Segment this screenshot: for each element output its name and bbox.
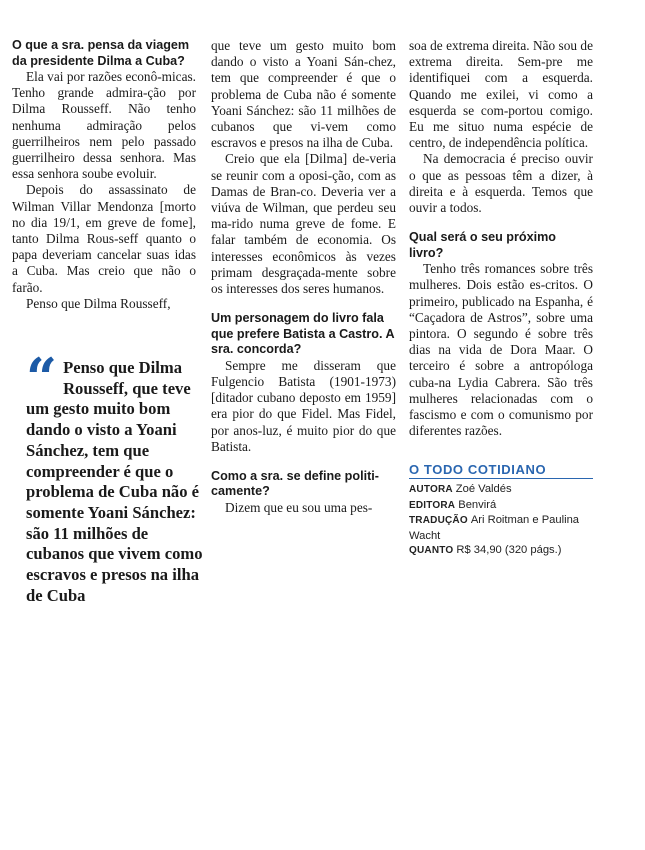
answer-paragraph: Dizem que eu sou uma pes- xyxy=(225,499,373,515)
quote-mark-icon: “ xyxy=(26,346,58,410)
column-2 xyxy=(211,38,396,516)
answer-paragraph: que teve um gesto muito bom dando o visto a Yoani Sán-chez, tem que compreender é que o problema de Cuba não é somente Yoani Sánchez: são 11 milhões de cubanos que vi-vem como escravos e presos na ilha de Cuba. xyxy=(211,38,396,151)
interview-question: O que a sra. pensa da viagem da presidente Dilma a Cuba? xyxy=(12,38,190,68)
book-info-box xyxy=(409,462,593,559)
answer-paragraph: Tenho três romances sobre três mulheres. Dois estão es-critos. O primeiro, publicado na Espanha, é “Caçadora de Astros”, sobre uma pintora. O segundo é sobre três dias na vida de Dora Maar. O terceiro é sobre a antropóloga cuba-na Lydia Cabrera. São três mulheres relacionadas com o fascismo e com o comunismo por diferentes razões. xyxy=(409,261,593,439)
publisher-label: EDITORA xyxy=(409,499,456,511)
answer-paragraph: Penso que Dilma Rousseff, xyxy=(26,295,171,311)
author-value: Zoé Valdés xyxy=(455,483,512,495)
price-value: R$ 34,90 (320 págs.) xyxy=(456,544,562,556)
author-label: AUTORA xyxy=(409,484,453,495)
publisher-value: Benvirá xyxy=(458,498,497,511)
column-3 xyxy=(409,38,593,439)
publisher-row xyxy=(409,498,593,514)
translation-row xyxy=(409,513,593,543)
translation-label: TRADUÇÃO xyxy=(409,515,468,526)
pull-quote xyxy=(26,346,204,606)
interview-question: Como a sra. se define politi-camente? xyxy=(211,468,379,499)
interview-question: Qual será o seu próximo livro? xyxy=(409,230,556,260)
answer-paragraph: soa de extrema direita. Não sou de extrema direita. Sem-pre me identifiquei com a esquerda. Quando me exilei, vi como a esquerda se com-portou comigo. Eu me situo numa espécie de centro, de independência política. xyxy=(409,38,593,151)
answer-paragraph: Creio que ela [Dilma] de-veria se reunir com a oposi-ção, com as Damas de Bran-co. Deveria ver a viúva de Wilman, que perdeu seu ma-rido numa greve de fome. E falar também de economia. Os interesses econômicos às vezes primam desgraçada-mente sobre os interesses dos seres humanos. xyxy=(211,151,396,297)
translation-value: Ari Roitman e Paulina Wacht xyxy=(409,514,580,542)
pull-quote-text: Penso que Dilma Rousseff, que teve um gesto muito bom dando o visto a Yoani Sánchez, tem que compreender é que o problema de Cuba não é somente Yoani Sánchez: são 11 milhões de cubanos que vivem como escravos e presos na ilha de Cuba xyxy=(26,358,203,605)
answer-paragraph: Na democracia é preciso ouvir o que as pessoas têm a dizer, à direita e à esquerda. Temos que ouvir a todos. xyxy=(409,151,593,216)
interview-question: Um personagem do livro fala que prefere Batista a Castro. A sra. concorda? xyxy=(211,311,395,357)
author-row xyxy=(409,482,593,498)
answer-paragraph: Sempre me disseram que Fulgencio Batista (1901-1973) [ditador cubano deposto em 1959] era pior do que Fidel. Mas Fidel, por anos-luz, é muito pior do que Batista. xyxy=(211,357,396,454)
price-row xyxy=(409,543,593,559)
answer-paragraph: Depois do assassinato de Wilman Villar Mendonza [morto no dia 19/1, em greve de fome], tanto Dilma Rous-seff quanto o papa deveriam cancelar suas idas a Cuba. Mas creio que não o farão. xyxy=(12,182,196,295)
price-label: QUANTO xyxy=(409,545,454,556)
column-1 xyxy=(12,38,196,312)
answer-paragraph: Ela vai por razões econô-micas. Tenho grande admira-ção por Dilma Rousseff. Não tenho nenhuma admiração pelos guerrilheiros nem pelo passado guerrilheiro dessa senhora. Mas essa senhora soube evoluir. xyxy=(12,69,196,182)
book-title: O TODO COTIDIANO xyxy=(409,462,593,479)
